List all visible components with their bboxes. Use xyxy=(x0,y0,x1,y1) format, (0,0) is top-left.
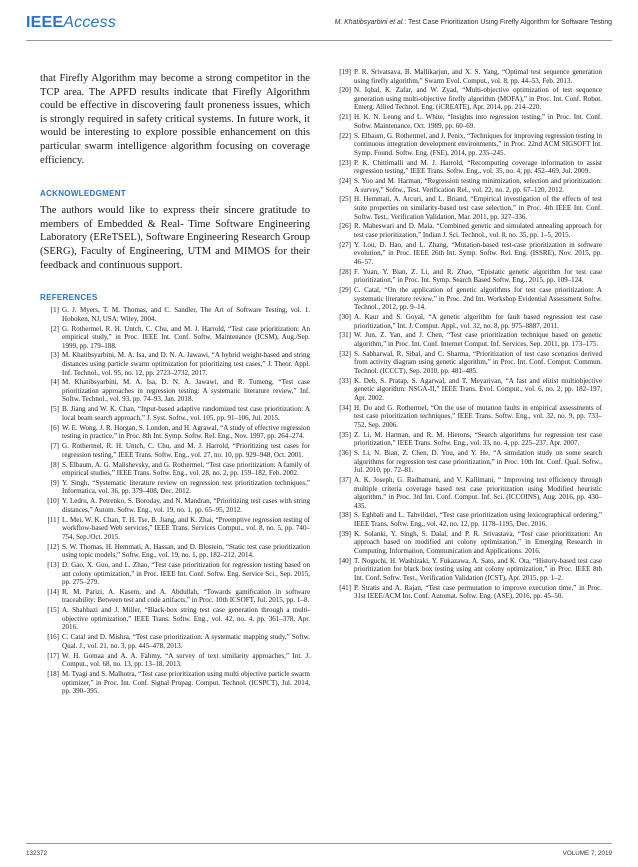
reference-number: [9] xyxy=(50,478,59,487)
acknowledgment-text: The authors would like to express their sincere gratitude to members of Embedded & Real- Time Software Engineering Laboratory (EReTSEL), Software Engineering Research Group (SERG), Faculty of Engineering, UTM and MIMOS for their feedback and continuous support. xyxy=(40,205,310,271)
reference-item xyxy=(330,404,602,430)
reference-text: Y. Ledru, A. Petrenko, S. Boroday, and N. Mandran, “Prioritizing test cases with string distances,” Autom. Softw. Eng., vol. 19, no. 1, pp. 65–95, 2012. xyxy=(62,497,310,514)
references-list-right xyxy=(330,68,602,601)
reference-number: [28] xyxy=(339,267,351,276)
right-column xyxy=(330,68,602,602)
reference-text: S. Yoo and M. Harman, “Regression testing minimization, selection and prioritization: A survey,” Softw., Test. Verification Rel., vol. 22, no. 2, pp. 67–120, 2012. xyxy=(354,177,602,194)
reference-number: [6] xyxy=(50,423,59,432)
reference-text: C. Catal, “On the application of genetic algorithms for test case prioritization: A systematic literature review,” in Proc. 2nd Int. Workshop Evidential Assessment Softw. Technol., 2012, pp. 9–14. xyxy=(354,286,602,312)
references-heading: REFERENCES xyxy=(40,293,98,303)
references-list-left xyxy=(40,306,310,696)
reference-number: [13] xyxy=(47,561,59,569)
reference-text: F. Yuan, Y. Bian, Z. Li, and R. Zhao, “Epistatic genetic algorithm for test case prioritization,” in Proc. Int. Symp. Search Based Softw. Eng., 2015, pp. 109–124. xyxy=(354,267,602,285)
reference-item xyxy=(40,306,310,323)
reference-number: [10] xyxy=(47,497,59,506)
reference-text: D. Gao, X. Guo, and L. Zhao, “Test case prioritization for regression testing based on ant colony optimization,” in Proc. IEEE Int. Conf. Softw. Eng. Service Sci., Sep. 2015, pp. 275–279. xyxy=(62,561,310,587)
reference-number: [2] xyxy=(50,324,59,333)
reference-text: C. Catal and D. Mishra, “Test case prioritization: A systematic mapping study,” Softw. Qual. J., vol. 21, no. 3, pp. 445–478, 2013. xyxy=(62,633,310,650)
reference-number: [23] xyxy=(339,158,351,167)
volume-label: VOLUME 7, 2019 xyxy=(562,850,612,857)
reference-item xyxy=(330,449,602,475)
reference-number: [14] xyxy=(47,587,59,596)
reference-item xyxy=(330,268,602,285)
reference-number: [4] xyxy=(50,378,59,387)
reference-text: S. Elbaum, G. Rothermel, and J. Penix, “Techniques for improving regression testing in continuous integration development environments,” in Proc. 22nd ACM SIGSOFT Int. Symp. Found. Softw. Eng. (FSE), 2014, pp. 235–245. xyxy=(354,131,602,157)
reference-item xyxy=(40,516,310,542)
reference-item xyxy=(330,350,602,376)
reference-number: [20] xyxy=(339,86,351,95)
reference-item xyxy=(40,461,310,478)
reference-number: [22] xyxy=(339,131,351,140)
reference-number: [16] xyxy=(47,633,59,642)
reference-item xyxy=(40,405,310,422)
reference-item xyxy=(40,652,310,669)
reference-item xyxy=(330,584,602,601)
header-title: : Test Case Prioritization Using Firefly Algorithm for Software Testing xyxy=(404,19,612,26)
reference-number: [39] xyxy=(339,529,351,538)
reference-text: S. W. Thomas, H. Hemmati, A. Hassan, and D. Blostein, “Static test case prioritization using topic models,” Softw. Eng., vol. 19, no. 1, pp. 182–212, 2014. xyxy=(62,542,310,560)
reference-number: [21] xyxy=(339,113,351,122)
reference-text: H. Do and G. Rothermel, “On the use of mutation faults in empirical assessments of test case prioritization techniques,” IEEE Trans. Softw. Eng., vol. 32, no. 9, pp. 733–752, Sep. 2006. xyxy=(354,403,602,429)
reference-item xyxy=(330,313,602,330)
reference-number: [31] xyxy=(339,331,351,340)
reference-item xyxy=(40,351,310,377)
reference-text: S. Sabharwal, R. Sibal, and C. Sharma, “Prioritization of test case scenarios derived from activity diagram using genetic algorithm,” in Proc. Int. Conf. Comput. Commun. Technol. (ICCCT), Sep. 2010, pp. 481–485. xyxy=(354,349,602,375)
left-column xyxy=(40,72,310,697)
reference-number: [35] xyxy=(339,430,351,439)
reference-item xyxy=(330,159,602,176)
reference-item xyxy=(40,424,310,441)
reference-number: [37] xyxy=(339,475,351,484)
reference-text: M. Tyagi and S. Malhotra, “Test case prioritization using multi objective particle swarm optimizer,” in Proc. Int. Conf. Signal Propag. Comput. Technol. (ICSPCT), Jul. 2014, pp. 390–395. xyxy=(62,670,311,696)
reference-text: S. Li, N. Bian, Z. Chen, D. You, and Y. He, “A simulation study on some search algorithms for regression test case prioritization,” in Proc. 10th Int. Conf. Qual. Softw., Jul. 2010, pp. 72–81. xyxy=(354,449,602,475)
reference-text: P. Stratis and A. Rajan, “Test case permutation to improve execution time,” in Proc. 31st IEEE/ACM Int. Conf. Automat. Softw. Eng. (ASE), 2016, pp. 45–50. xyxy=(354,583,602,601)
reference-number: [30] xyxy=(339,313,351,322)
reference-item xyxy=(40,561,310,587)
reference-number: [34] xyxy=(339,403,351,412)
reference-item xyxy=(40,442,310,459)
reference-text: B. Jiang and W. K. Chan, “Input-based adaptive randomized test case prioritization: A local beam search approach,” J. Syst. Softw., vol. 105, pp. 91–106, Jul. 2015. xyxy=(62,405,310,422)
reference-item xyxy=(40,325,310,351)
reference-item xyxy=(330,476,602,510)
reference-number: [18] xyxy=(47,670,59,679)
reference-item xyxy=(40,479,310,496)
reference-text: A. Shahbazi and J. Miller, “Black-box string test case generation through a multi-objective optimization,” IEEE Trans. Softw. Eng., vol. 42, no. 4, pp. 361–378, Apr. 2016. xyxy=(62,606,310,632)
reference-number: [5] xyxy=(50,405,59,414)
reference-text: Y. Singh, “Systematic literature review on regression test prioritization techniques,” Informatica, vol. 36, pp. 379–408, Dec. 2012. xyxy=(62,478,310,496)
reference-number: [24] xyxy=(339,177,351,186)
reference-number: [3] xyxy=(50,351,59,360)
reference-text: K. Deb, S. Pratap, S. Agarwal, and T. Meyarivan, “A fast and elitist multiobjective genetic algorithm: NSGA-II,” IEEE Trans. Evol. Comput., vol. 6, no. 2, pp. 182–197, Apr. 2002. xyxy=(354,376,602,402)
reference-text: W. H. Gomaa and A. A. Fahmy, “A survey of text similarity approaches,” Int. J. Comput., vol. 68, no. 13, pp. 13–18, 2013. xyxy=(62,651,310,669)
reference-number: [25] xyxy=(339,195,351,204)
reference-text: M. Khatibsyarbini, M. A. Isa, D. N. A. Jawawi, and R. Tumeng, “Test case prioritization approaches in regression testing: A systematic literature review,” Inf. Softw. Technol., vol. 93, pp. 74–93, Jan. 2018. xyxy=(62,378,310,404)
reference-item xyxy=(330,511,602,528)
reference-item xyxy=(330,241,602,267)
reference-text: P. R. Srivatsava, B. Mallikarjun, and X. S. Yang, “Optimal test sequence generation using firefly algorithm,” Swarm Evol. Comput., vol. 8, pp. 44–53, Feb. 2013. xyxy=(354,68,602,85)
reference-text: S. Eghbali and L. Tahvildari, “Test case prioritization using lexicographical ordering,” IEEE Trans. Softw. Eng., vol. 42, no. 12, pp. 1178–1195, Dec. 2016. xyxy=(354,511,602,528)
reference-number: [33] xyxy=(339,376,351,385)
reference-text: K. Solanki, Y. Singh, S. Dalal, and P. R. Srivastava, “Test case prioritization: An approach based on modified ant colony optimization,” in Emerging Research in Computing, Information, Communication and Applications. 2016. xyxy=(354,529,602,555)
reference-text: H. Hemmati, A. Arcuri, and L. Briand, “Empirical investigation of the effects of test suite properties on similarity-based test case selection,” in Proc. 4th IEEE Int. Conf. Softw. Test., Verification Validation, Mar. 2011, pp. 327–336. xyxy=(354,195,602,221)
reference-text: P. K. Chittimalli and M. J. Harrold, “Recomputing coverage information to assist regression testing,” IEEE Trans. Softw. Eng., vol. 35, no. 4, pp. 452–469, Jul. 2009. xyxy=(354,158,602,176)
reference-text: M. Khatibsyarbini, M. A. Isa, and D. N. A. Jawawi, “A hybrid weight-based and string distances using particle swarm optimization for prioritizing test cases,” J. Theor. Appl. Inf. Technol., vol. 95, no. 12, pp. 2723–2732, 2017. xyxy=(62,351,310,377)
reference-number: [19] xyxy=(339,68,351,76)
reference-item xyxy=(330,286,602,312)
reference-number: [26] xyxy=(339,222,351,231)
running-header xyxy=(335,19,612,26)
reference-item xyxy=(330,377,602,403)
reference-item xyxy=(330,557,602,583)
reference-number: [36] xyxy=(339,449,351,458)
logo-access-text: Access xyxy=(63,14,117,31)
reference-text: S. Elbaum, A. G. Malishevsky, and G. Rothermel, “Test case prioritization: A family of empirical studies,” IEEE Trans. Softw. Eng., vol. 28, no. 2, pp. 159–182, Feb. 2002. xyxy=(62,460,310,478)
reference-number: [29] xyxy=(339,286,351,295)
reference-item xyxy=(330,132,602,158)
reference-text: Z. Li, M. Harman, and R. M. Hierons, “Search algorithms for regression test case prioritization,” IEEE Trans. Softw. Eng., vol. 33, no. 4, pp. 225–237, Apr. 2007. xyxy=(354,430,602,448)
reference-number: [32] xyxy=(339,349,351,358)
reference-item xyxy=(40,497,310,514)
reference-number: [40] xyxy=(339,556,351,565)
header-authors: M. Khatibsyarbini et al. xyxy=(334,19,405,26)
reference-item xyxy=(40,543,310,560)
page-number: 132372 xyxy=(26,850,48,857)
reference-text: H. K. N. Leung and L. White, “Insights into regression testing,” in Proc. Int. Conf. Softw. Maintenance, Oct. 1989, pp. 60–69. xyxy=(354,113,602,130)
reference-number: [15] xyxy=(47,606,59,615)
reference-number: [8] xyxy=(50,460,59,469)
reference-item xyxy=(330,222,602,239)
reference-text: Y. Lou, D. Hao, and L. Zhang, “Mutation-based test-case prioritization in software evolution,” in Proc. IEEE 26th Int. Symp. Softw. Rel. Eng. (ISSRE), Nov. 2015, pp. 46–57. xyxy=(354,240,602,266)
reference-item xyxy=(40,606,310,632)
ieee-access-logo xyxy=(26,14,116,32)
reference-item xyxy=(40,588,310,605)
reference-item xyxy=(330,68,602,85)
reference-number: [38] xyxy=(339,511,351,520)
reference-number: [41] xyxy=(339,583,351,592)
reference-number: [11] xyxy=(47,515,59,524)
reference-text: A. K. Joseph, G. Radhamani, and V. Kallimani, “ Improving test efficiency through multiple criteria coverage based test case prioritization using Modified heuristic algorithm,” in Proc. 3rd Int. Conf. Comput. Inf. Sci. (ICCOINS), Aug. 2016, pp. 430–435. xyxy=(354,475,602,510)
reference-item xyxy=(330,113,602,130)
reference-number: [17] xyxy=(47,651,59,660)
reference-text: L. Mei, W. K. Chan, T. H. Tse, B. Jiang, and K. Zhai, “Preemptive regression testing of workflow-based Web services,” IEEE Trans. Services Comput., vol. 8, no. 5, pp. 740–754, Sep./Oct. 2015. xyxy=(62,515,310,541)
reference-item xyxy=(330,86,602,112)
reference-text: G. Rothermel, R. H. Untch, C. Chu, and M. J. Harrold, “Test case prioritization: An empirical study,” in Proc. IEEE Int. Conf. Softw. Maintenance (ICSM), Aug./Sep. 1999, pp. 179–188. xyxy=(62,324,310,350)
reference-item xyxy=(40,378,310,404)
reference-number: [12] xyxy=(47,542,59,551)
reference-text: A. Kaur and S. Goyal, “A genetic algorithm for fault based regression test case prioritization,” Int. J. Comput. Appl., vol. 32, no. 8, pp. 975–8887, 2011. xyxy=(354,313,602,330)
reference-text: W. Jun, Z. Yan, and J. Chen, “Test case prioritization technique based on genetic algorithm,” in Proc. Int. Conf. Internet Comput. Inf. Services, Sep. 2011, pp. 173–175. xyxy=(354,331,602,348)
reference-number: [1] xyxy=(50,306,59,315)
reference-item xyxy=(40,670,310,696)
reference-item xyxy=(330,177,602,194)
reference-item xyxy=(40,633,310,650)
header-rule xyxy=(26,40,612,41)
reference-text: T. Noguchi, H. Washizaki, Y. Fukazawa, A. Sato, and K. Ota, “History-based test case prioritization for black box testing using ant colony optimization,” in Proc. IEEE 8th Int. Conf. Softw. Test., Verification Validation (ICST), Apr. 2015, pp. 1–2. xyxy=(354,556,602,582)
reference-text: G. J. Myers, T. M. Thomas, and C. Sandler, The Art of Software Testing, vol. 1. Hoboken, NJ, USA: Wiley, 2004. xyxy=(62,306,310,323)
conclusion-paragraph: that Firefly Algorithm may become a strong competitor in the TCP area. The APFD results indicate that Firefly Algorithm could be effective in discovering fault proneness issues, which is strongly required in safety critical systems. In future work, it would be interesting to explore possible enhancement on this particular swarm intelligence algorithm focusing on coverage efficiency. xyxy=(40,73,310,166)
reference-text: R. M. Parizi, A. Kasem, and A. Abdullah, “Towards gamification in software traceability: Between test and code artifacts,” in Proc. 10th ICSOFT, Jul. 2015, pp. 1–8. xyxy=(62,587,310,605)
reference-item xyxy=(330,331,602,348)
logo-ieee-text: IEEE xyxy=(26,14,64,31)
reference-text: R. Maheswari and D. Mala, “Combined genetic and simulated annealing approach for test case prioritization,” Indian J. Sci. Technol., vol. 8, no. 35, pp. 1–5, 2015. xyxy=(354,222,602,239)
reference-text: G. Rothermel, R. H. Untch, C. Chu, and M. J. Harrold, “Prioritizing test cases for regression testing,” IEEE Trans. Softw. Eng., vol. 27, no. 10, pp. 929–948, Oct. 2001. xyxy=(62,442,310,459)
reference-item xyxy=(330,195,602,221)
reference-text: W. E. Wong, J. R. Horgan, S. London, and H. Agrawal, “A study of effective regression testing in practice,” in Proc. 8th Int. Symp. Softw. Rel. Eng., Nov. 1997, pp. 264–274. xyxy=(62,423,310,441)
footer-rule xyxy=(26,843,612,844)
reference-number: [7] xyxy=(50,442,59,451)
reference-item xyxy=(330,530,602,556)
reference-item xyxy=(330,431,602,448)
acknowledgment-heading: ACKNOWLEDGMENT xyxy=(40,189,126,199)
reference-text: N. Iqbal, K. Zafar, and W. Zyad, “Multi-objective optimization of test sequence generation using multi-objective firefly algorithm (MOFA),” in Proc. Int. Conf. Robot. Emerg. Allied Technol. Eng. (iCREATE), Apr. 2014, pp. 214–220. xyxy=(354,86,602,112)
reference-number: [27] xyxy=(339,240,351,249)
